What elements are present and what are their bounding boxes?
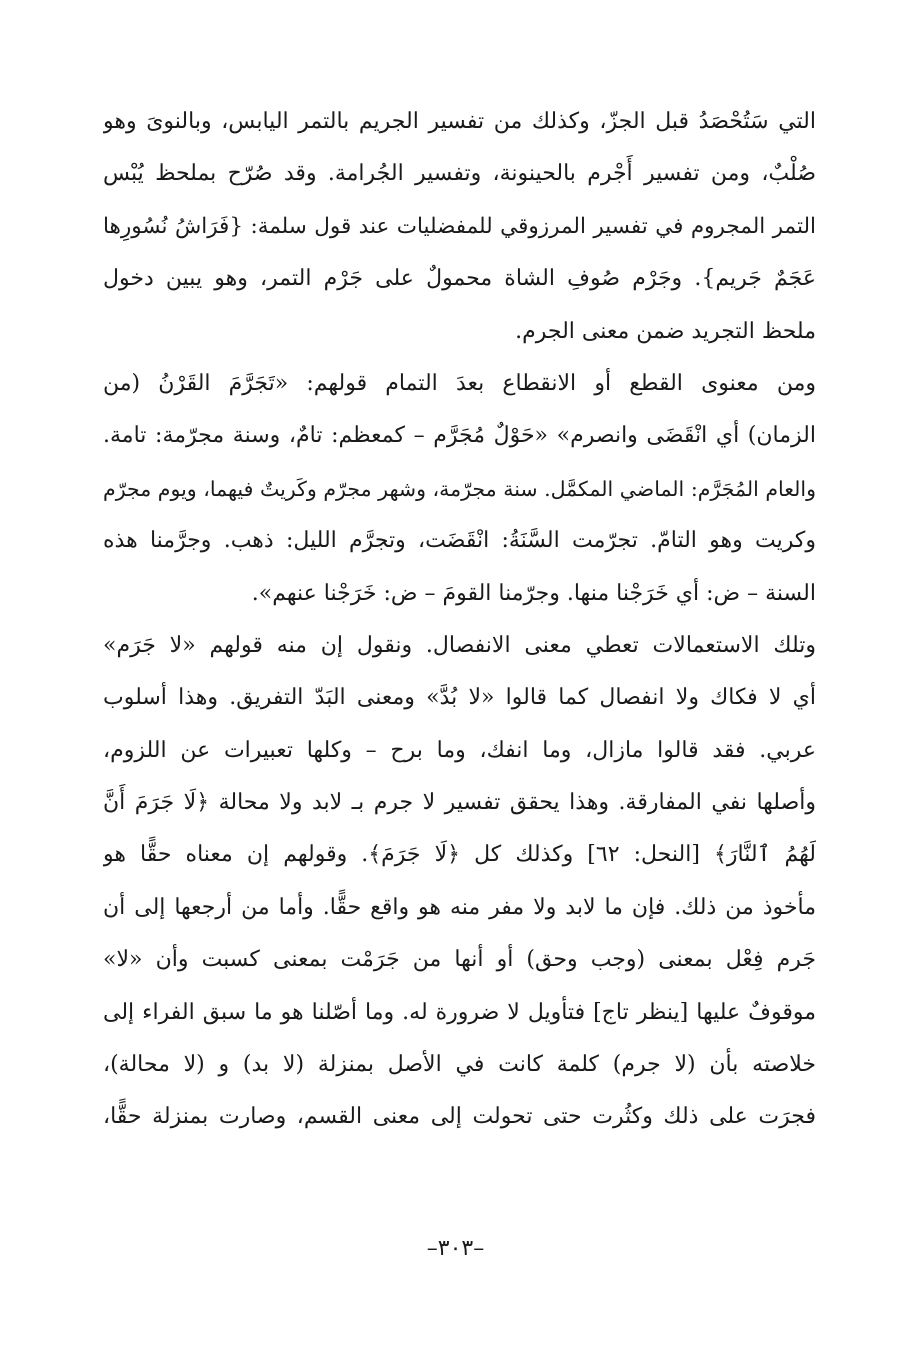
text-line: وتلك الاستعمالات تعطي معنى الانفصال. ونقول إن منه قولهم «لا جَرَم» <box>103 632 816 658</box>
text-line: ملحظ التجريد ضمن معنى الجرم. <box>515 318 816 344</box>
text-line: فجرَت على ذلك وكثُرت حتى تحولت إلى معنى القسم، وصارت بمنزلة حقًّا، <box>103 1104 816 1130</box>
text-line: عَجَمٌ جَريم}. وجَرْم صُوفِ الشاة محمولٌ على جَرْم التمر، وهو يبين دخول <box>103 266 816 292</box>
text-line: أي لا فكاك ولا انفصال كما قالوا «لا بُدَّ» ومعنى البَدّ التفريق. وهذا أسلوب <box>103 685 816 711</box>
text-line: السنة – ض: أي خَرَجْنا منها. وجرّمنا القومَ – ض: خَرَجْنا عنهم». <box>251 580 816 606</box>
text-line: مأخوذ من ذلك. فإن ما لابد ولا مفر منه هو واقع حقًّا. وأما من أرجعها إلى أن <box>103 894 816 920</box>
text-line: عربي. فقد قالوا مازال، وما انفك، وما برح – وكلها تعبيرات عن اللزوم، <box>103 737 816 763</box>
body-text <box>103 96 816 1144</box>
text-line: التمر المجروم في تفسير المرزوقي للمفضليات عند قول سلمة: {فَرَاشُ نُسُورِها <box>103 213 816 239</box>
text-line: وكريت وهو التامّ. تجرّمت السَّنَةُ: انْقَضَت، وتجرَّم الليل: ذهب. وجرَّمنا هذه <box>103 528 816 554</box>
text-line: موقوفٌ عليها [ينظر تاج] فتأويل لا ضرورة له. وما أصّلنا هو ما سبق الفراء إلى <box>103 999 816 1025</box>
text-line: والعام المُجَرَّم: الماضي المكمَّل. سنة مجرّمة، وشهر مجرّم وكَريتٌ فيهما، ويوم مجرّم <box>103 476 816 501</box>
text-line: صُلْبٌ، ومن تفسير أَجْرم بالحينونة، وتفسير الجُرامة. وقد صُرّح بملحظ يُبْس <box>103 161 816 187</box>
text-line: جَرم فِعْل بمعنى (وجب وحق) أو أنها من جَرَمْت بمعنى كسبت وأن «لا» <box>103 947 816 973</box>
text-line: وأصلها نفي المفارقة. وهذا يحقق تفسير لا جرم بـ لابد ولا محالة ﴿لَا جَرَمَ أَنَّ <box>103 790 816 816</box>
text-line: خلاصته بأن (لا جرم) كلمة كانت في الأصل بمنزلة (لا بد) و (لا محالة)، <box>103 1052 816 1078</box>
text-line: التي سَتُحْصَدُ قبل الجزّ، وكذلك من تفسير الجريم بالتمر اليابس، وبالنوىَ وهو <box>103 109 816 134</box>
text-line: لَهُمُ ٱلنَّارَ﴾ [النحل: ٦٢] وكذلك كل ﴿لَا جَرَمَ﴾. وقولهم إن معناه حقًّا هو <box>103 842 816 868</box>
text-line: ومن معنوى القطع أو الانقطاع بعدَ التمام قولهم: «تَجَرَّمَ القَرْنُ (من <box>103 370 816 396</box>
text-line: الزمان) أي انْقَضَى وانصرم» «حَوْلٌ مُجَرَّم – كمعظم: تامٌ، وسنة مجرّمة: تامة. <box>103 423 816 449</box>
page-number: –٣٠٣– <box>426 1236 485 1261</box>
